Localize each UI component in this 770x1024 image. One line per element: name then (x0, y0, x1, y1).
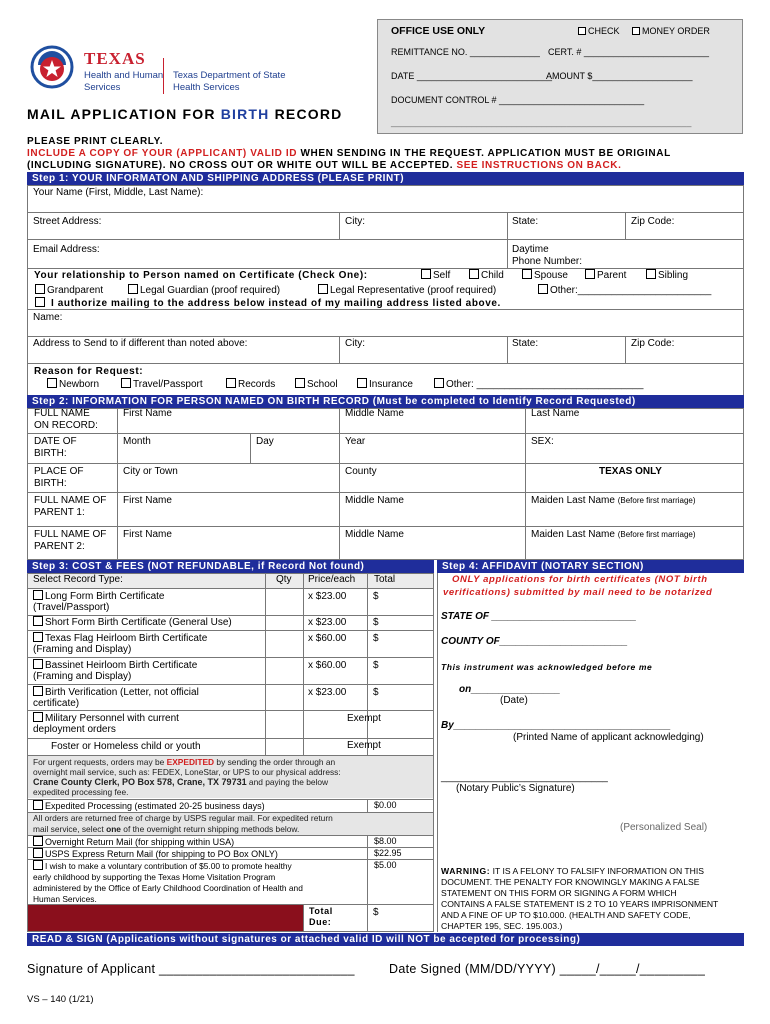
maiden-note: (Before first marriage) (617, 530, 696, 539)
record-total[interactable]: $ (373, 617, 379, 628)
record-total[interactable]: $ (373, 687, 379, 698)
total-due-label-2: Due: (309, 917, 332, 927)
reason-label: Reason for Request: (34, 366, 144, 377)
full-name-label-1: FULL NAME (34, 408, 90, 419)
middle-name-field[interactable]: Middle Name (345, 408, 404, 419)
self-label: Self (433, 270, 451, 281)
sibling-label: Sibling (658, 270, 689, 281)
parent2-first[interactable]: First Name (123, 529, 172, 540)
title-part-1: MAIL APPLICATION FOR (27, 106, 221, 122)
valid-id-note: INCLUDE A COPY OF YOUR (APPLICANT) VALID ID (27, 148, 298, 159)
logo-hhs-1: Health and Human (84, 70, 164, 81)
last-name-field[interactable]: Last Name (531, 408, 580, 419)
notary-only-2: verifications) submitted by mail need to be notarized (443, 587, 713, 598)
donation-text[interactable] (33, 860, 303, 905)
self-checkbox[interactable] (421, 269, 431, 279)
record-type-row[interactable] (33, 712, 179, 735)
warning-line-5: AND A FINE OF UP TO $10.000. (HEALTH AND SAFETY CODE, (441, 910, 691, 920)
record-sublabel: (Framing and Display) (33, 671, 132, 682)
expedited-word: EXPEDITED (166, 757, 215, 767)
exp-1a: For urgent requests, orders may be (33, 757, 167, 767)
logo-hhs-2: Services (84, 82, 121, 93)
logo-divider (163, 58, 164, 94)
notary-only-1: ONLY applications for birth certificates (NOT birth (452, 574, 708, 585)
record-type-row[interactable] (33, 632, 207, 655)
rel-sibling[interactable] (646, 269, 688, 281)
county-of-field[interactable]: COUNTY OF_______________________ (441, 636, 628, 647)
intro-3a: (INCLUDING SIGNATURE). NO CROSS OUT OR WHITE OUT WILL BE ACCEPTED. (27, 160, 457, 171)
logo-dshs-2: Health Services (173, 82, 240, 93)
step2-header: Step 2: INFORMATION FOR PERSON NAMED ON BIRTH RECORD (Must be completed to Identify Record Requested) (27, 395, 744, 408)
select-record-type: Select Record Type: (33, 574, 123, 585)
street-label[interactable]: Street Address: (33, 216, 102, 227)
parent1-label-2: PARENT 1: (34, 507, 85, 518)
check-option[interactable] (578, 26, 620, 36)
rel-guardian[interactable] (128, 284, 280, 296)
other-reason-checkbox[interactable] (434, 378, 444, 388)
intro-line-3 (27, 160, 621, 171)
record-price: Exempt (347, 713, 381, 724)
title-birth: BIRTH (220, 106, 270, 122)
record-type-row[interactable] (33, 740, 201, 752)
record-label: Military Personnel with current (45, 713, 179, 724)
donation-line-4: Human Services. (33, 894, 97, 904)
relationship-label: Your relationship to Person named on Certificate (Check One): (34, 270, 368, 281)
record-label: Foster or Homeless child or youth (51, 741, 201, 752)
warning-line-6: CHAPTER 195, SEC. 195.003.) (441, 921, 563, 931)
newborn-label: Newborn (59, 379, 100, 390)
warning-line-1 (441, 866, 718, 877)
office-blank-line[interactable]: ____________________________________________________________ (391, 117, 692, 127)
city-town-field[interactable]: City or Town (123, 466, 178, 477)
records-label: Records (238, 379, 276, 390)
warning-line-2: DOCUMENT. THE PENALTY FOR KNOWINGLY MAKING A FALSE (441, 877, 700, 887)
on-date-field[interactable]: on________________ (459, 684, 561, 695)
date-caption: (Date) (500, 695, 528, 706)
donation-line-2: early childhood by supporting the Texas Home Visitation Program (33, 872, 276, 882)
ret-one: one (106, 824, 121, 834)
record-price: x $60.00 (308, 633, 347, 644)
newborn-checkbox[interactable] (47, 378, 57, 388)
warning-label: WARNING: (441, 866, 491, 876)
maiden-note: (Before first marriage) (617, 496, 696, 505)
ret-2c: of the overnight return shipping methods below. (120, 824, 300, 834)
crane-address: Crane County Clerk, PO Box 578, Crane, TX 79731 (33, 777, 247, 787)
by-field[interactable]: By_______________________________________ (441, 720, 671, 731)
parent1-label-1: FULL NAME OF (34, 495, 107, 506)
phone-label-2[interactable]: Phone Number: (512, 256, 583, 267)
total-due-amount[interactable]: $ (373, 907, 379, 918)
travel-checkbox[interactable] (121, 378, 131, 388)
intro-line-2 (27, 148, 671, 159)
insurance-checkbox[interactable] (357, 378, 367, 388)
price-header: Price/each (308, 574, 356, 585)
record-checkbox[interactable] (33, 616, 43, 626)
step4-header: Step 4: AFFIDAVIT (NOTARY SECTION) (437, 560, 744, 573)
donation-1: I wish to make a voluntary contribution of $5.00 to promote healthy (45, 861, 292, 871)
record-checkbox[interactable] (33, 632, 43, 642)
read-sign-header: READ & SIGN (Applications without signatures or attached valid ID will NOT be accepted for processing) (27, 933, 744, 946)
county-field[interactable]: County (345, 466, 377, 477)
grandparent-label: Grandparent (47, 285, 104, 296)
zip-label[interactable]: Zip Code: (631, 216, 675, 227)
record-checkbox[interactable] (33, 712, 43, 722)
city-label[interactable]: City: (345, 216, 365, 227)
donation-checkbox[interactable] (33, 860, 43, 870)
record-type-row[interactable] (33, 590, 165, 613)
record-price: x $23.00 (308, 687, 347, 698)
record-total[interactable]: $ (373, 633, 379, 644)
grandparent-checkbox[interactable] (35, 284, 45, 294)
travel-label: Travel/Passport (133, 379, 203, 390)
donation-line-1 (33, 860, 303, 872)
other-rel-checkbox[interactable] (538, 284, 548, 294)
sibling-checkbox[interactable] (646, 269, 656, 279)
record-checkbox[interactable] (33, 740, 43, 750)
donation-amount: $5.00 (374, 860, 397, 870)
instrument-text: This instrument was acknowledged before me (441, 662, 653, 672)
expedite-checkbox[interactable] (33, 800, 43, 810)
overnight-ship-row[interactable] (33, 836, 234, 847)
year-field[interactable]: Year (345, 436, 366, 447)
check-checkbox[interactable] (578, 27, 586, 35)
notary-signature-caption: (Notary Public’s Signature) (456, 783, 575, 794)
rel-spouse[interactable] (522, 269, 568, 281)
reason-other[interactable] (434, 378, 643, 390)
your-name-label[interactable]: Your Name (First, Middle, Last Name): (33, 187, 204, 198)
printed-name-caption: (Printed Name of applicant acknowledging) (513, 732, 704, 743)
authorize-label: I authorize mailing to the address below instead of my mailing address listed above. (51, 298, 501, 309)
record-type-row[interactable] (33, 659, 197, 682)
state-label[interactable]: State: (512, 216, 539, 227)
send-state-label[interactable]: State: (512, 338, 539, 349)
expedite-text (33, 757, 341, 797)
school-label: School (307, 379, 338, 390)
usps-checkbox[interactable] (33, 848, 43, 858)
record-price: x $23.00 (308, 591, 347, 602)
reason-insurance[interactable] (357, 378, 413, 390)
applicant-signature-field[interactable]: Signature of Applicant ___________________________ (27, 962, 355, 976)
office-title: OFFICE USE ONLY (391, 25, 486, 37)
send-name-label[interactable]: Name: (33, 312, 63, 323)
record-total[interactable]: $ (373, 660, 379, 671)
total-due-label-1: Total (309, 906, 333, 916)
record-type-row[interactable] (33, 686, 199, 709)
reason-newborn[interactable] (47, 378, 99, 390)
rel-other[interactable] (538, 284, 711, 296)
return-text (33, 813, 333, 835)
send-city-label[interactable]: City: (345, 338, 365, 349)
first-name-field[interactable]: First Name (123, 408, 172, 419)
pob-label-2: BIRTH: (34, 478, 67, 489)
logo-texas: TEXAS (84, 49, 146, 68)
form-number: VS – 140 (1/21) (27, 994, 94, 1005)
child-label: Child (481, 270, 504, 281)
record-price: Exempt (347, 740, 381, 751)
record-label: Texas Flag Heirloom Birth Certificate (45, 633, 208, 644)
record-sublabel: (Travel/Passport) (33, 602, 110, 613)
amount-field[interactable]: AMOUNT $____________________ (546, 71, 693, 81)
reason-records[interactable] (226, 378, 275, 390)
cert-field[interactable]: CERT. # _________________________ (548, 47, 709, 57)
rel-legal-rep[interactable] (318, 284, 496, 296)
spouse-label: Spouse (534, 270, 568, 281)
check-label: CHECK (588, 26, 620, 36)
parent2-label-1: FULL NAME OF (34, 529, 107, 540)
parent2-maiden[interactable] (531, 529, 696, 540)
insurance-label: Insurance (369, 379, 413, 390)
record-label: Long Form Birth Certificate (45, 591, 165, 602)
month-field[interactable]: Month (123, 436, 151, 447)
phone-label-1[interactable]: Daytime (512, 244, 549, 255)
legal-rep-checkbox[interactable] (318, 284, 328, 294)
texas-only: TEXAS ONLY (599, 466, 662, 477)
reason-school[interactable] (295, 378, 338, 390)
record-label: Bassinet Heirloom Birth Certificate (45, 660, 198, 671)
see-instructions: SEE INSTRUCTIONS ON BACK. (456, 160, 622, 171)
date-signed-field[interactable]: Date Signed (MM/DD/YYYY) _____/_____/_________ (389, 962, 706, 976)
ret-2a: mail service, select (33, 824, 107, 834)
send-address-label[interactable]: Address to Send to if different than noted above: (33, 338, 248, 349)
total-header: Total (374, 574, 396, 585)
office-date-field[interactable]: DATE ___________________________ (391, 71, 552, 81)
return-line-2 (33, 824, 333, 835)
guardian-checkbox[interactable] (128, 284, 138, 294)
title-part-2: RECORD (269, 106, 343, 122)
return-line-1: All orders are returned free of charge by USPS regular mail. For expedited return (33, 813, 333, 823)
expedite-fee-label: Expedited Processing (estimated 20-25 business days) (45, 801, 265, 811)
usps-ship-row[interactable] (33, 848, 278, 859)
seal-caption: (Personalized Seal) (620, 822, 708, 833)
dob-label-2: BIRTH: (34, 448, 67, 459)
parent2-middle[interactable]: Middle Name (345, 529, 404, 540)
overnight-amount: $8.00 (374, 836, 397, 846)
step1-header: Step 1: YOUR INFORMATON AND SHIPPING ADDRESS (PLEASE PRINT) (27, 172, 744, 185)
exp-3b: and paying the below (246, 777, 329, 787)
qty-header: Qty (276, 574, 292, 585)
legal-rep-label: Legal Representative (proof required) (330, 285, 497, 296)
record-price: x $60.00 (308, 660, 347, 671)
rel-parent[interactable] (585, 269, 626, 281)
step3-header: Step 3: COST & FEES (NOT REFUNDABLE, if Record Not found) (27, 560, 434, 573)
record-checkbox[interactable] (33, 659, 43, 669)
record-type-row[interactable] (33, 616, 232, 628)
warning-text (441, 866, 718, 932)
parent1-maiden[interactable] (531, 495, 696, 506)
money-order-checkbox[interactable] (632, 27, 640, 35)
rel-child[interactable] (469, 269, 504, 281)
expedite-line-4: expedited processing fee. (33, 787, 129, 797)
overnight-label: Overnight Return Mail (for shipping within USA) (45, 837, 235, 847)
record-sublabel: deployment orders (33, 724, 116, 735)
day-field[interactable]: Day (256, 436, 274, 447)
parent2-label-2: PARENT 2: (34, 541, 85, 552)
guardian-label: Legal Guardian (proof required) (140, 285, 281, 296)
other-reason-label: Other: ______________________________ (446, 379, 644, 390)
record-label: Birth Verification (Letter, not official (45, 687, 199, 698)
records-checkbox[interactable] (226, 378, 236, 388)
record-checkbox[interactable] (33, 686, 43, 696)
usps-label: USPS Express Return Mail (for shipping to PO Box ONLY) (45, 849, 278, 859)
money-order-option[interactable] (632, 26, 710, 36)
parent-checkbox[interactable] (585, 269, 595, 279)
parent-label: Parent (597, 270, 627, 281)
rel-self[interactable] (421, 269, 450, 281)
expedite-line-1 (33, 757, 341, 767)
full-name-label-2: ON RECORD: (34, 420, 98, 431)
warning-line-4: CONTAINS A FALSE STATEMENT IS 2 TO 10 YEARS IMPRISONMENT (441, 899, 719, 909)
record-total[interactable]: $ (373, 591, 379, 602)
rel-grandparent[interactable] (35, 284, 103, 296)
doc-control-field[interactable]: DOCUMENT CONTROL # _____________________________ (391, 95, 645, 105)
expedite-line-2: overnight mail service, such as: FEDEX, LoneStar, or UPS to our physical address: (33, 767, 341, 777)
child-checkbox[interactable] (469, 269, 479, 279)
expedite-line-3 (33, 777, 341, 787)
sex-field[interactable]: SEX: (531, 436, 554, 447)
parent1-first[interactable]: First Name (123, 495, 172, 506)
warning-line-3: STATEMENT ON THIS FORM OR SIGNING A FORM WHICH (441, 888, 677, 898)
donation-line-3: administered by the Office of Early Childhood Coordination of Health and (33, 883, 303, 893)
email-label[interactable]: Email Address: (33, 244, 100, 255)
usps-amount: $22.95 (374, 848, 402, 858)
pob-label-1: PLACE OF (34, 466, 84, 477)
send-zip-label[interactable]: Zip Code: (631, 338, 675, 349)
maiden-label: Maiden Last Name (531, 529, 615, 540)
spouse-checkbox[interactable] (522, 269, 532, 279)
maiden-label: Maiden Last Name (531, 495, 615, 506)
dob-label-1: DATE OF (34, 436, 77, 447)
expedite-fee-amount: $0.00 (374, 800, 397, 810)
reason-travel[interactable] (121, 378, 203, 390)
remittance-field[interactable]: REMITTANCE NO. ______________ (391, 47, 540, 57)
authorize-checkbox[interactable] (35, 297, 45, 307)
authorize-row[interactable] (35, 297, 501, 309)
print-clearly: PLEASE PRINT CLEARLY. (27, 136, 164, 147)
other-rel-label: Other:________________________ (550, 285, 712, 296)
state-of-field[interactable]: STATE OF __________________________ (441, 611, 637, 622)
record-sublabel: (Framing and Display) (33, 644, 132, 655)
parent1-middle[interactable]: Middle Name (345, 495, 404, 506)
school-checkbox[interactable] (295, 378, 305, 388)
record-checkbox[interactable] (33, 590, 43, 600)
record-sublabel: certificate) (33, 698, 80, 709)
total-due-bar (28, 905, 304, 931)
overnight-checkbox[interactable] (33, 836, 43, 846)
expedite-fee-row[interactable] (33, 800, 265, 811)
texas-star-logo-icon (30, 45, 74, 89)
intro-2b: WHEN SENDING IN THE REQUEST. APPLICATION MUST BE ORIGINAL (297, 148, 671, 159)
warning-1: IT IS A FELONY TO FALSIFY INFORMATION ON THIS (490, 866, 704, 876)
record-label: Short Form Birth Certificate (General Use) (45, 617, 232, 628)
exp-1c: by sending the order through an (214, 757, 336, 767)
page-title (27, 106, 342, 122)
logo-dshs-1: Texas Department of State (173, 70, 286, 81)
record-price: x $23.00 (308, 617, 347, 628)
money-order-label: MONEY ORDER (642, 26, 710, 36)
notary-signature-line[interactable]: ______________________________ (441, 772, 608, 783)
